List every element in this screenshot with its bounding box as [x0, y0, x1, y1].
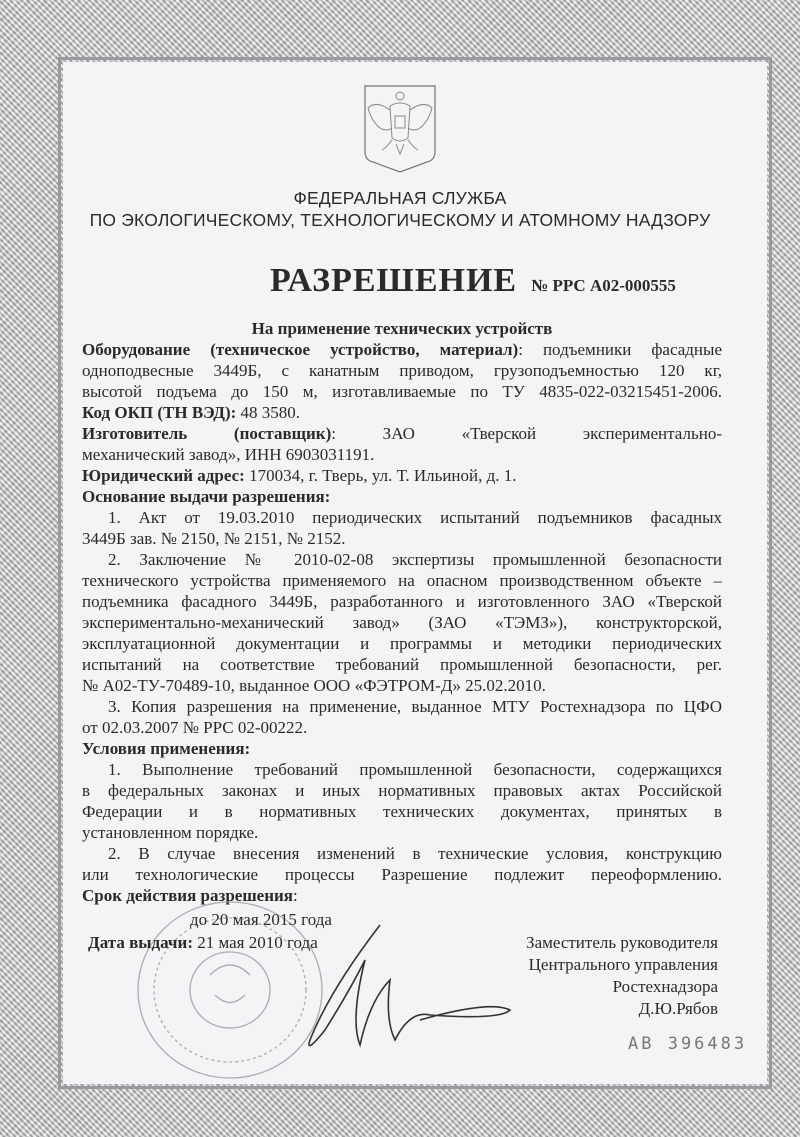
- text-line: [82, 381, 722, 402]
- field-text: эксплуатационной документации и программы и методики периодических: [82, 634, 722, 653]
- text-line: [82, 780, 722, 801]
- text-line: [82, 528, 722, 549]
- text-line: [82, 423, 722, 444]
- field-label: Оборудование (техническое устройство, материал): [82, 340, 519, 359]
- field-text: 2. В случае внесения изменений в технические условия, конструкцию: [108, 844, 722, 863]
- field-text: от 02.03.2007 № РРС 02-00222.: [82, 718, 308, 737]
- text-line: [82, 759, 722, 780]
- field-text: испытаний на соответствие требований промышленной безопасности, рег.: [82, 655, 722, 674]
- field-text: в федеральных законах и иных нормативных правовых актах Российской: [82, 781, 722, 800]
- field-label: Юридический адрес:: [82, 466, 245, 485]
- text-line: [82, 843, 722, 864]
- text-line: [82, 738, 722, 759]
- field-label: Изготовитель (поставщик): [82, 424, 332, 443]
- field-label: Код ОКП (ТН ВЭД):: [82, 403, 237, 422]
- text-line: [82, 318, 722, 339]
- issue-date-label: Дата выдачи:: [88, 933, 193, 952]
- signer-block: [526, 932, 718, 1020]
- issue-date-row: [88, 932, 318, 953]
- text-line: [82, 507, 722, 528]
- document-title: РАЗРЕШЕНИЕ: [270, 262, 518, 299]
- permit-number: № РРС А02-000555: [531, 276, 676, 295]
- field-label: На применение технических устройств: [251, 319, 553, 338]
- issue-date: 21 мая 2010 года: [197, 933, 318, 952]
- text-line: [82, 486, 722, 507]
- text-line: [82, 696, 722, 717]
- text-line: [82, 570, 722, 591]
- field-text: 3. Копия разрешения на применение, выданное МТУ Ростехнадзора по ЦФО: [108, 697, 722, 716]
- validity-date: до 20 мая 2015 года: [190, 910, 332, 929]
- text-line: [82, 591, 722, 612]
- field-text: 170034, г. Тверь, ул. Т. Ильиной, д. 1.: [244, 466, 517, 485]
- text-line: [82, 717, 722, 738]
- field-text: 1. Акт от 19.03.2010 периодических испытаний подъемников фасадных: [108, 508, 722, 527]
- field-text: 3449Б зав. № 2150, № 2151, № 2152.: [82, 529, 346, 548]
- field-text: установленном порядке.: [82, 823, 259, 842]
- signer-title-3: Ростехнадзора: [612, 977, 718, 996]
- text-line: [82, 444, 722, 465]
- serial-number: АВ 396483: [628, 1034, 748, 1054]
- text-line: [82, 339, 722, 360]
- field-text: одноподвесные 3449Б, с канатным приводом, грузоподъемностью 120 кг,: [82, 361, 722, 380]
- field-text: подъемника фасадного 3449Б, разработанного и изготовленного ЗАО «Тверской: [82, 592, 722, 611]
- signer-title-2: Центрального управления: [528, 955, 718, 974]
- text-line: [82, 465, 722, 486]
- text-line: [82, 633, 722, 654]
- field-text: или технологические процессы Разрешение подлежит переоформлению.: [82, 865, 722, 884]
- field-text: механический завод», ИНН 6903031191.: [82, 445, 375, 464]
- field-label: Условия применения:: [82, 739, 251, 758]
- field-label: Основание выдачи разрешения:: [82, 487, 331, 506]
- field-text: 48 3580.: [236, 403, 301, 422]
- signer-name: Д.Ю.Рябов: [638, 999, 718, 1018]
- field-label: Срок действия разрешения: [82, 886, 294, 905]
- field-text: 2. Заключение № 2010-02-08 экспертизы промышленной безопасности: [108, 550, 722, 569]
- text-line: [82, 675, 722, 696]
- text-line: [82, 801, 722, 822]
- signer-title-1: Заместитель руководителя: [526, 933, 718, 952]
- coat-of-arms-emblem: [362, 82, 438, 174]
- field-text: технического устройства применяемого на опасном производственном объекте –: [82, 571, 722, 590]
- field-text: : ЗАО «Тверской экспериментально-: [331, 424, 722, 443]
- field-text: Федерации и в нормативных технических документах, принятых в: [82, 802, 722, 821]
- text-line: [82, 654, 722, 675]
- field-text: 1. Выполнение требований промышленной безопасности, содержащихся: [108, 760, 722, 779]
- permit-body: [82, 318, 722, 906]
- text-line: [82, 360, 722, 381]
- text-line: [82, 402, 722, 423]
- field-text: экспериментально-механический завод» (ЗАО «ТЭМЗ»), конструкторской,: [82, 613, 722, 632]
- agency-name-line2: ПО ЭКОЛОГИЧЕСКОМУ, ТЕХНОЛОГИЧЕСКОМУ И АТОМНОМУ НАДЗОРУ: [89, 210, 711, 230]
- text-line: [82, 549, 722, 570]
- field-text: № А02-ТУ-70489-10, выданное ООО «ФЭТРОМ-Д» 25.02.2010.: [82, 676, 546, 695]
- field-text: высотой подъема до 150 м, изготавливаемые по ТУ 4835-022-03215451-2006.: [82, 382, 722, 401]
- text-line: [82, 612, 722, 633]
- field-text: :: [293, 886, 298, 905]
- text-line: [82, 822, 722, 843]
- field-text: : подъемники фасадные: [518, 340, 722, 359]
- agency-name-line1: ФЕДЕРАЛЬНАЯ СЛУЖБА: [293, 188, 507, 208]
- text-line: [82, 864, 722, 885]
- title-row: [270, 262, 676, 300]
